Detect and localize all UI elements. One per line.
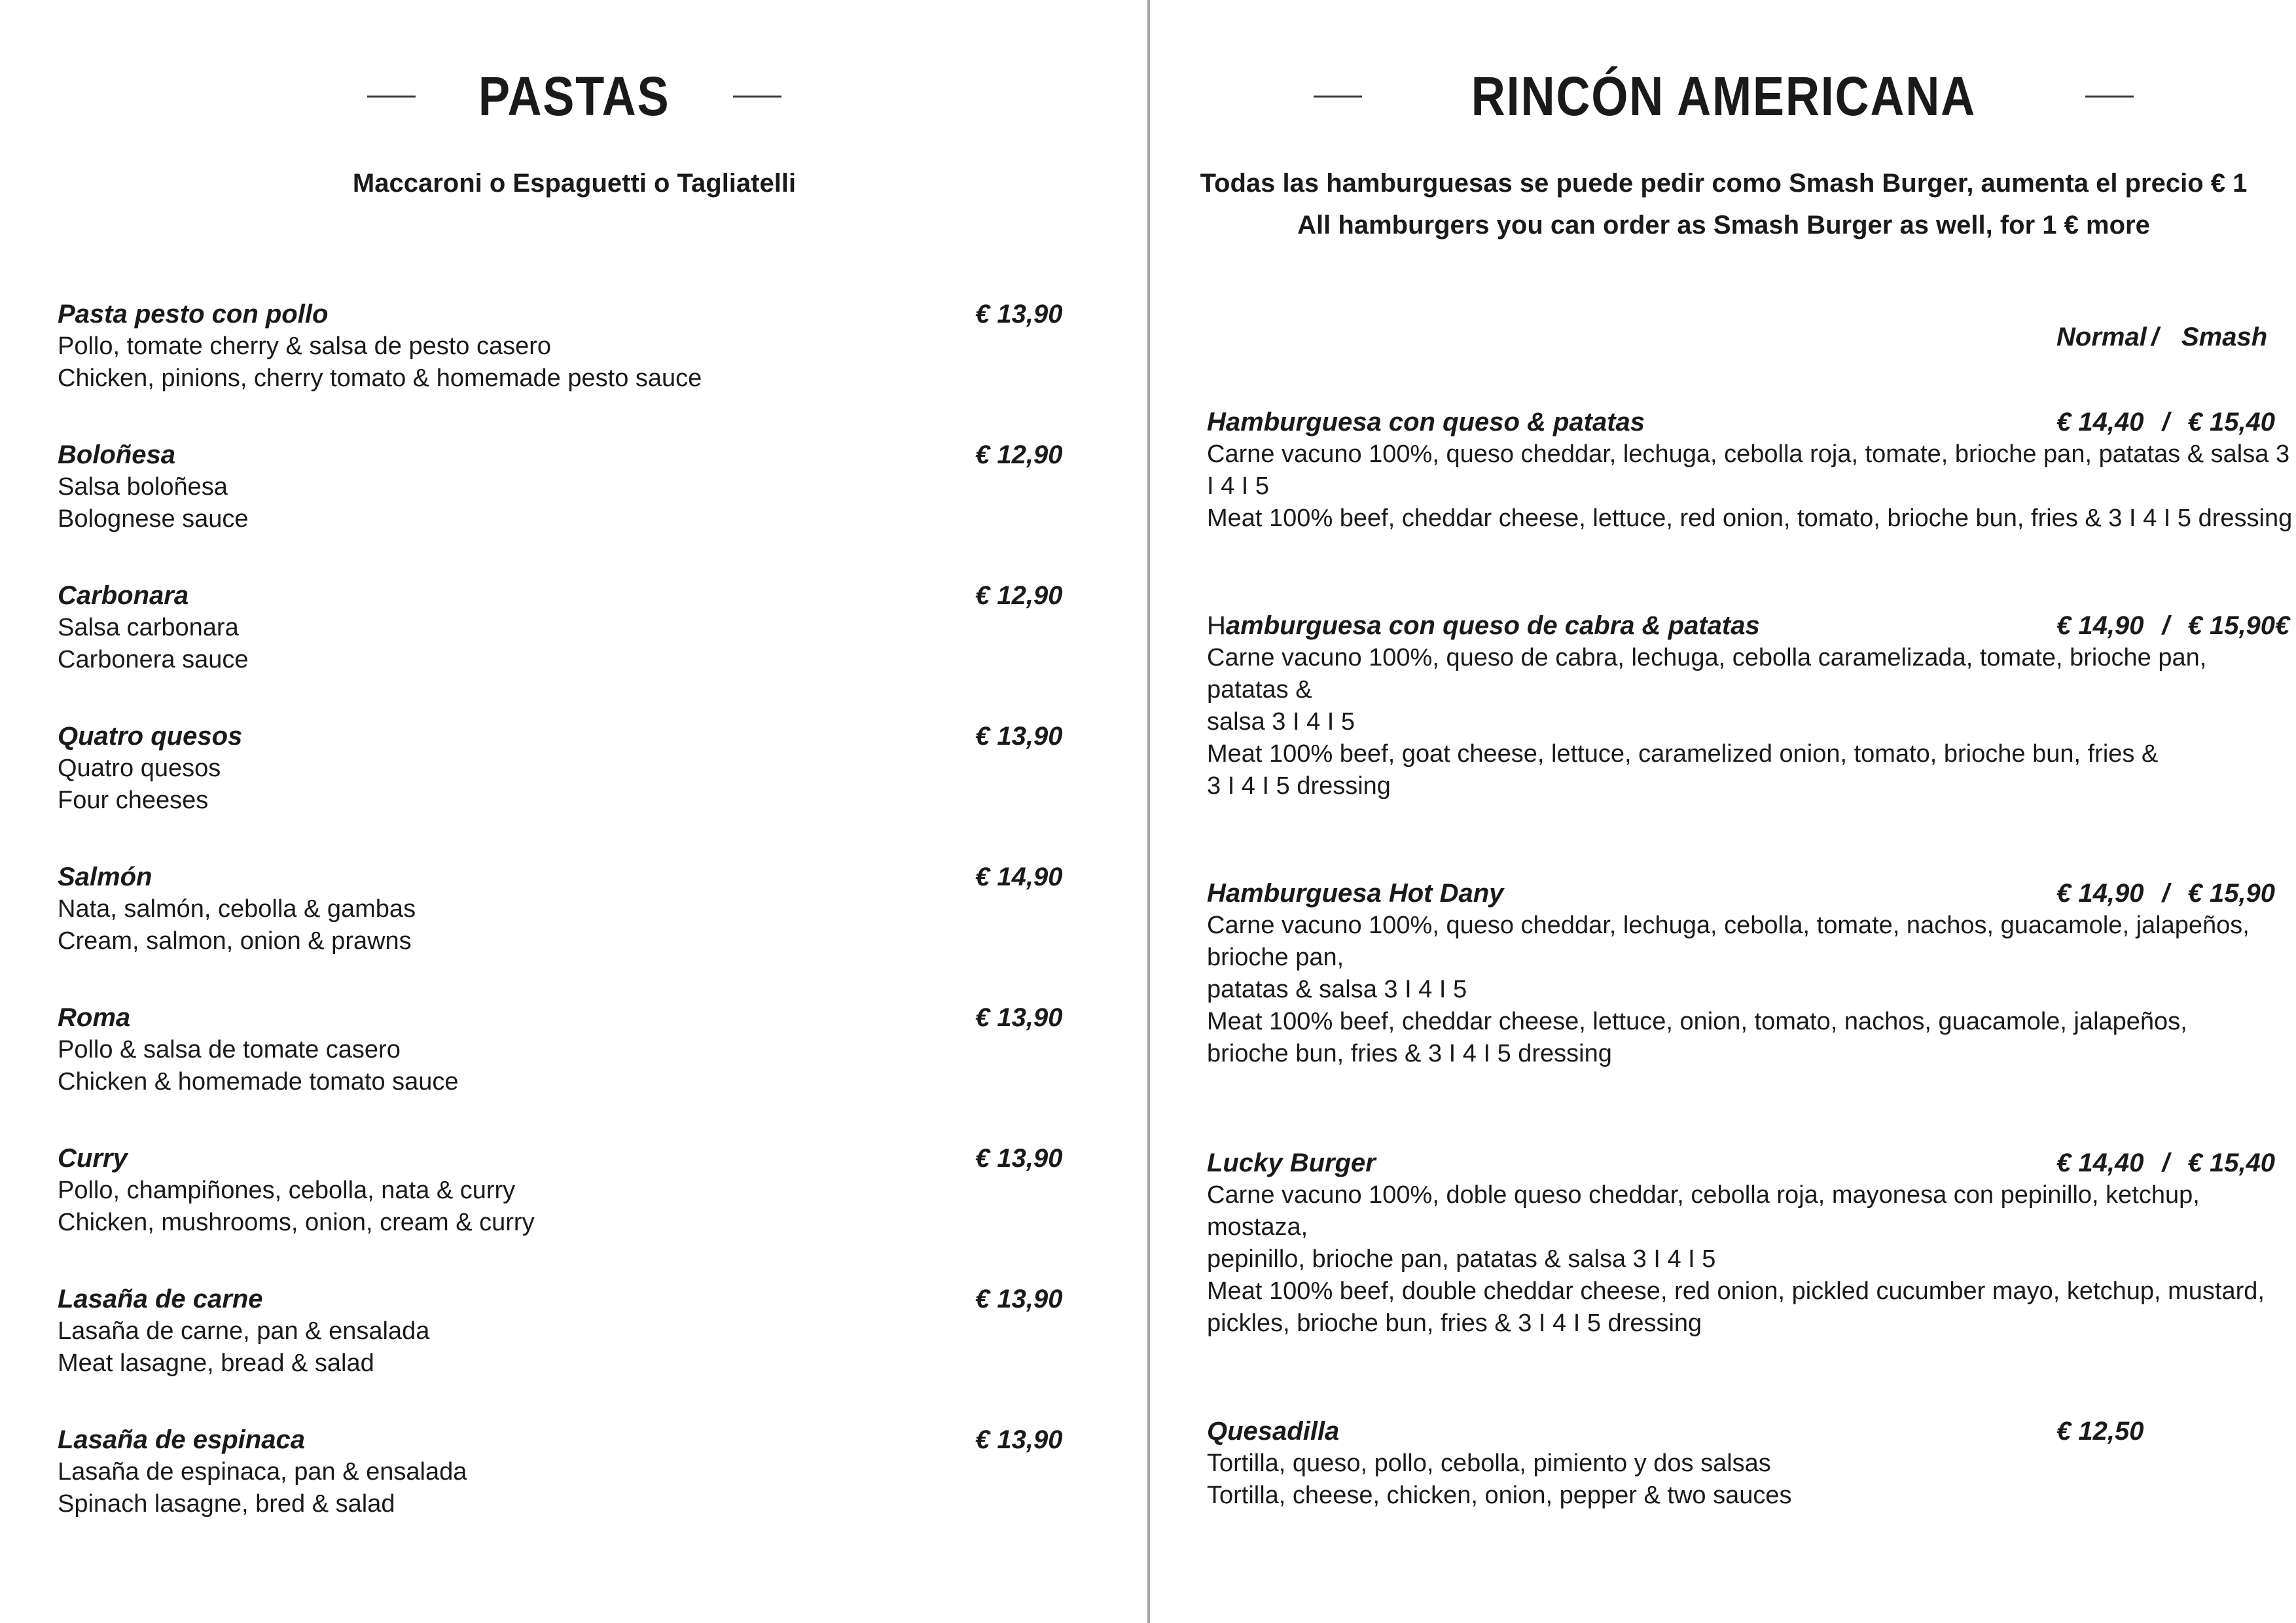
item-desc-en: Bolognese sauce	[58, 505, 249, 533]
item-price: € 12,50	[2056, 1417, 2144, 1446]
item-desc-en: Meat 100% beef, double cheddar cheese, red onion, pickled cucumber mayo, ketchup, mustard, pickles, brioche bun, fries & 3 I 4 I 5 dressing	[1207, 1277, 2265, 1337]
menu-item-bolonesa	[58, 438, 974, 535]
menu-item-curry	[58, 1142, 974, 1239]
price-separator: /	[2162, 611, 2170, 640]
menu-item-roma	[58, 1001, 974, 1098]
item-desc-en: Cream, salmon, onion & prawns	[58, 927, 412, 955]
americana-title: RINCÓN AMERICANA	[1471, 65, 1977, 127]
item-price: € 14,90	[975, 863, 1063, 891]
menu-item-carbonara	[58, 579, 974, 676]
item-name: Quatro quesos	[58, 722, 243, 751]
price-smash: € 15,40	[2187, 1149, 2276, 1177]
header-rule-right	[733, 96, 781, 98]
item-desc-es: Lasaña de carne, pan & ensalada	[58, 1317, 430, 1345]
column-smash-label: Smash	[2181, 323, 2268, 351]
item-name-rest: amburguesa con queso de cabra & patatas	[1225, 611, 1760, 640]
price-normal: € 14,90	[2056, 611, 2144, 640]
item-name: Boloñesa	[58, 440, 176, 469]
item-price: € 13,90	[975, 722, 1063, 751]
item-price: € 13,90	[975, 1425, 1063, 1454]
item-price	[2056, 609, 2289, 642]
item-name: Lasaña de espinaca	[58, 1425, 305, 1454]
item-desc-es: Salsa carbonara	[58, 614, 239, 641]
item-desc-es: Carne vacuno 100%, queso de cabra, lechuga, cebolla caramelizada, tomate, brioche pan, patatas & salsa 3 I 4 I 5	[1207, 644, 2207, 736]
item-name: Pasta pesto con pollo	[58, 300, 329, 329]
item-desc-en: Meat 100% beef, cheddar cheese, lettuce, red onion, tomato, brioche bun, fries & 3 I 4 I 5 dressing	[1207, 505, 2293, 532]
item-name: Hamburguesa con queso & patatas	[1207, 408, 1645, 437]
price-smash: € 15,40	[2187, 408, 2276, 437]
item-desc-es: Quatro quesos	[58, 755, 221, 782]
americana-header	[1151, 65, 2296, 127]
column-normal-label: Normal	[2056, 323, 2147, 351]
item-name: Roma	[58, 1003, 131, 1032]
header-rule-left	[1314, 96, 1362, 98]
menu-item-lasana-carne	[58, 1283, 974, 1380]
pastas-subtitle: Maccaroni o Espaguetti o Tagliatelli	[352, 169, 797, 198]
item-desc-en: Chicken, mushrooms, onion, cream & curry	[58, 1209, 535, 1236]
item-desc-en: Spinach lasagne, bred & salad	[58, 1490, 395, 1518]
item-price	[2056, 406, 2275, 438]
item-desc-en: Four cheeses	[58, 787, 209, 814]
americana-subtitle	[1151, 162, 2296, 246]
column-separator: /	[2151, 323, 2159, 351]
item-desc-en: Carbonera sauce	[58, 646, 249, 673]
item-desc-es: Pollo, champiñones, cebolla, nata & curry	[58, 1177, 516, 1204]
item-desc-es: Carne vacuno 100%, queso cheddar, lechuga, cebolla, tomate, nachos, guacamole, jalapeños, brioche pan, patatas & salsa 3 I 4 I 5	[1207, 912, 2250, 1003]
item-name: Lasaña de carne	[58, 1285, 263, 1313]
item-desc-en: Meat lasagne, bread & salad	[58, 1349, 374, 1377]
item-name: Quesadilla	[1207, 1417, 1340, 1446]
price-separator: /	[2162, 408, 2170, 437]
item-desc-es: Salsa boloñesa	[58, 473, 228, 501]
item-name: Salmón	[58, 863, 152, 891]
item-price: € 13,90	[975, 1144, 1063, 1173]
item-price: € 13,90	[975, 300, 1063, 329]
menu-item-quatro-quesos	[58, 720, 974, 817]
subtitle-en: All hamburgers you can order as Smash Burger as well, for 1 € more	[1297, 211, 2150, 240]
item-desc-en: Chicken, pinions, cherry tomato & homemade pesto sauce	[58, 365, 702, 392]
header-rule-right	[2085, 96, 2134, 98]
pastas-title: PASTAS	[478, 65, 670, 127]
subtitle-es: Todas las hamburguesas se puede pedir como Smash Burger, aumenta el precio € 1	[1200, 169, 2248, 198]
item-desc-es: Carne vacuno 100%, queso cheddar, lechuga, cebolla roja, tomate, brioche pan, patatas & salsa 3 I 4 I 5	[1207, 440, 2290, 500]
price-smash: € 15,90€	[2187, 611, 2290, 640]
item-desc-en: Meat 100% beef, goat cheese, lettuce, caramelized onion, tomato, brioche bun, fries & 3 I 4 I 5 dressing	[1207, 740, 2159, 800]
item-name: Hamburguesa Hot Dany	[1207, 879, 1504, 908]
item-price	[2056, 1147, 2275, 1179]
menu-item-lasana-espinaca	[58, 1423, 974, 1520]
item-name: Carbonara	[58, 581, 189, 610]
menu-item-pasta-pesto	[58, 298, 974, 395]
item-desc-es: Nata, salmón, cebolla & gambas	[58, 895, 416, 923]
price-normal: € 14,40	[2056, 1149, 2144, 1177]
price-smash: € 15,90	[2187, 879, 2276, 908]
item-desc-es: Pollo, tomate cherry & salsa de pesto casero	[58, 332, 552, 360]
menu-item-salmon	[58, 861, 974, 957]
item-desc-en: Tortilla, cheese, chicken, onion, pepper & two sauces	[1207, 1482, 1792, 1509]
item-price	[2056, 877, 2275, 910]
price-normal: € 14,40	[2056, 408, 2144, 437]
americana-page	[1151, 0, 2296, 1623]
item-desc-es: Carne vacuno 100%, doble queso cheddar, cebolla roja, mayonesa con pepinillo, ketchup, mostaza, pepinillo, brioche pan, patatas & salsa 3 I 4 I 5	[1207, 1181, 2200, 1273]
price-normal: € 14,90	[2056, 879, 2144, 908]
item-price: € 12,90	[975, 581, 1063, 610]
pastas-header	[0, 65, 1149, 127]
item-price: € 12,90	[975, 440, 1063, 469]
header-rule-left	[367, 96, 416, 98]
item-name-prefix: H	[1207, 611, 1226, 640]
item-desc-es: Pollo & salsa de tomate casero	[58, 1036, 401, 1063]
item-desc-es: Tortilla, queso, pollo, cebolla, pimiento y dos salsas	[1207, 1450, 1771, 1477]
item-desc-en: Chicken & homemade tomato sauce	[58, 1068, 459, 1096]
price-separator: /	[2162, 879, 2170, 908]
item-price: € 13,90	[975, 1285, 1063, 1313]
item-desc-es: Lasaña de espinaca, pan & ensalada	[58, 1458, 467, 1486]
price-separator: /	[2162, 1149, 2170, 1177]
item-name: Curry	[58, 1144, 128, 1173]
item-price: € 13,90	[975, 1003, 1063, 1032]
item-desc-en: Meat 100% beef, cheddar cheese, lettuce, onion, tomato, nachos, guacamole, jalapeños, brioche bun, fries & 3 I 4 I 5 dressing	[1207, 1008, 2187, 1067]
item-name: Lucky Burger	[1207, 1149, 1376, 1177]
